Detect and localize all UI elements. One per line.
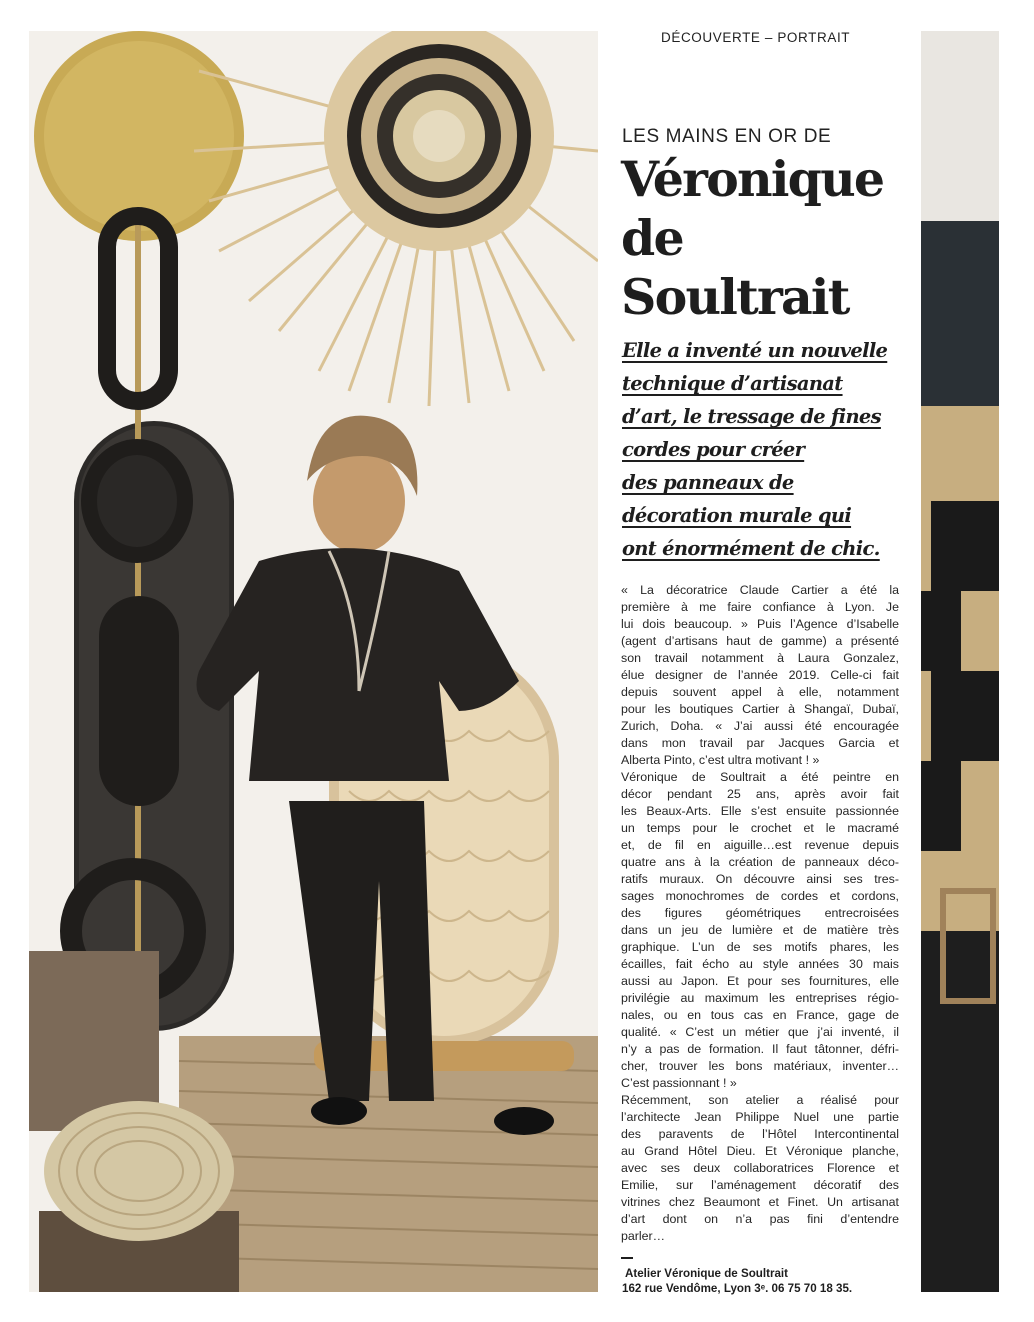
body-line: Véronique de Soultrait a été peintre en <box>621 770 899 784</box>
lead-line: Elle a inventé un nouvelle <box>622 339 888 362</box>
body-line: écailles, fait écho au style années 30 mais <box>621 957 899 971</box>
body-line: décor pendant 25 ans, après avoir fait <box>621 787 899 801</box>
contact-info <box>622 1266 852 1296</box>
body-line: Alberta Pinto, c’est ultra motivant ! » <box>621 753 820 767</box>
body-line: quatre ans à la création de panneaux déco- <box>621 855 899 869</box>
body-line: pour les boutiques Cartier à Shangaï, Dubaï, <box>621 702 899 716</box>
body-line: Récemment, son atelier a réalisé pour <box>621 1093 899 1107</box>
lead-line: cordes pour créer <box>622 438 805 461</box>
body-line: et, de fil en aiguille…est revenue depuis <box>621 838 899 852</box>
lead-line: d’art, le tressage de fines <box>622 405 881 428</box>
body-line: sages monochromes de cordes et cordons, <box>621 889 899 903</box>
body-line: l’architecte Jean Philippe Nuel une partie <box>621 1110 899 1124</box>
body-line: « La décoratrice Claude Cartier a été la <box>621 583 899 597</box>
title-line: Véronique <box>621 150 884 208</box>
article-body <box>621 582 899 1245</box>
article-lead <box>622 334 918 565</box>
body-line: Zurich, Doha. « J’ai aussi été encouragée <box>621 719 899 733</box>
body-line: son travail notamment à Laura Gonzalez, <box>621 651 899 665</box>
body-line: ratifs muraux. On découvre ainsi ses tres- <box>621 872 899 886</box>
body-line: dans un jeu de lumière et de matière très <box>621 923 899 937</box>
body-line: première à me faire confiance à Lyon. Je <box>621 600 899 614</box>
contact-line: 162 rue Vendôme, Lyon 3ᵉ. 06 75 70 18 35. <box>622 1282 853 1295</box>
body-line: (agent d’artisans haut de gamme) a présenté <box>621 634 899 648</box>
body-line: C’est passionnant ! » <box>621 1076 737 1090</box>
contact-line: Atelier Véronique de Soultrait <box>625 1267 788 1280</box>
body-line: élue designer de l’année 2019. Celle-ci fait <box>621 668 899 682</box>
body-line: vitrines chez Beaumont et Finet. Un artisanat <box>621 1195 899 1209</box>
body-line: privilégie au maximum les entreprises régio- <box>621 991 899 1005</box>
body-line: des figures géométriques entrecroisées <box>621 906 899 920</box>
body-line: graphique. L’un de ses motifs phares, les <box>621 940 899 954</box>
title-line: Soultrait <box>621 268 849 326</box>
body-line: Emilie, sur l’aménagement décoratif des <box>621 1178 899 1192</box>
body-line: avec ses deux collaboratrices Florence et <box>621 1161 899 1175</box>
article-title <box>621 150 921 327</box>
side-photo <box>921 31 999 1292</box>
title-line: de <box>621 209 683 267</box>
section-label: DÉCOUVERTE – PORTRAIT <box>661 30 851 45</box>
body-line: un temps pour le crochet et le macramé <box>621 821 899 835</box>
body-line: les Beaux-Arts. Elle s’est ensuite passionnée <box>621 804 899 818</box>
body-line: cher, trouver les bons matériaux, inventer… <box>621 1059 899 1073</box>
body-line: d’art dont on n’a pas fini d’entendre <box>621 1212 899 1226</box>
lead-line: décoration murale qui <box>622 504 852 527</box>
body-line: nales, ou en tous cas en France, gage de <box>621 1008 899 1022</box>
body-line: lui dois beaucoup. » Puis l’Agence d’Isabelle <box>621 617 899 631</box>
body-line: parler… <box>621 1229 666 1243</box>
portrait-photo <box>29 31 598 1292</box>
body-line: depuis souvent appel à elle, notamment <box>621 685 899 699</box>
body-line: au Grand Hôtel Dieu. Et Véronique planche, <box>621 1144 899 1158</box>
body-line: qualité. « C’est un métier que j’ai inventé, il <box>621 1025 899 1039</box>
article-kicker: LES MAINS EN OR DE <box>622 126 832 147</box>
lead-line: technique d’artisanat <box>622 372 843 395</box>
body-line: dans mon travail par Jacques Garcia et <box>621 736 899 750</box>
body-line: aussi au Japon. Et pour ses fournitures, elle <box>621 974 899 988</box>
body-line: des paravents de l’Hôtel Intercontinental <box>621 1127 899 1141</box>
lead-line: des panneaux de <box>622 471 794 494</box>
lead-line: ont énormément de chic. <box>622 537 880 560</box>
body-line: n’y a pas de formation. Il faut tâtonner, défri- <box>621 1042 899 1056</box>
end-rule <box>621 1257 633 1259</box>
